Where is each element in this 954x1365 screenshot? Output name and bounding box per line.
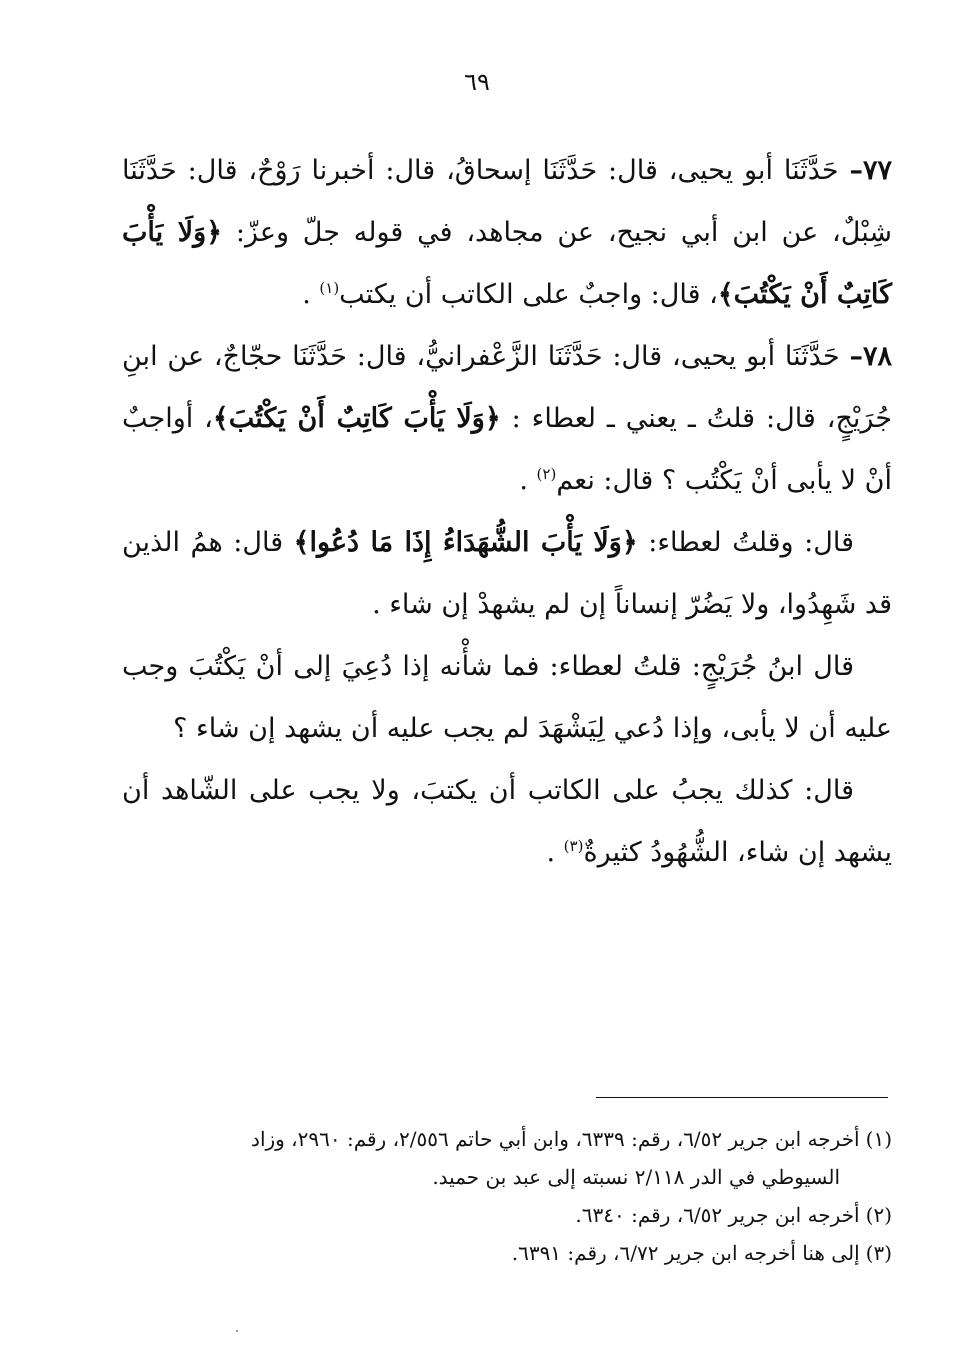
hadith-number: ٧٧– xyxy=(849,155,892,186)
footnote-ref-3[interactable]: (٣) xyxy=(563,837,584,855)
footnote-1 xyxy=(122,1120,892,1196)
footnote-2 xyxy=(122,1196,892,1234)
page-number: ٦٩ xyxy=(464,68,490,96)
paragraph-end: . xyxy=(302,279,320,310)
hadith-77 xyxy=(122,140,892,326)
footnote-label: (٢) xyxy=(865,1203,892,1227)
footnotes xyxy=(122,1120,892,1272)
main-text xyxy=(122,140,892,884)
footnote-ref-1[interactable]: (١) xyxy=(319,279,340,297)
paragraph-text: قال: وقلتُ لعطاء: xyxy=(637,527,854,558)
paragraph-ibn-jurayj xyxy=(122,636,892,760)
quran-verse: ﴿وَلَا يَأْبَ الشُّهَدَاءُ إِذَا مَا دُعُوا﴾ xyxy=(293,527,638,558)
footnote-label: (٣) xyxy=(865,1241,892,1265)
hadith-78 xyxy=(122,326,892,512)
paragraph-final xyxy=(122,760,892,884)
paragraph-ata xyxy=(122,512,892,636)
footnote-text: أخرجه ابن جرير ٦/٥٢، رقم: ٦٣٤٠. xyxy=(575,1203,860,1227)
paragraph-text: ، أواجبٌ أنْ لا يأبى أنْ يَكْتُب ؟ قال: نعم xyxy=(122,403,892,496)
footnote-3 xyxy=(122,1234,892,1272)
paragraph-text: قال: كذلك يجبُ على الكاتب أن يكتبَ، ولا يجب على الشّاهد أن يشهد إن شاء، الشُّهُودُ كثيرةٌ xyxy=(122,775,892,868)
scan-speck xyxy=(236,1330,238,1332)
footnote-separator xyxy=(596,1097,888,1098)
paragraph-text: ، قال: واجبٌ على الكاتب أن يكتب xyxy=(339,279,718,310)
paragraph-text: قال: همُ الذين قد شَهِدُوا، ولا يَضُرّ إنساناً إن لم يشهدْ إن شاء . xyxy=(122,527,892,620)
footnote-label: (١) xyxy=(865,1127,892,1151)
paragraph-end: . xyxy=(519,465,537,496)
hadith-number: ٧٨– xyxy=(849,341,892,372)
footnote-text: أخرجه ابن جرير ٦/٥٢، رقم: ٦٣٣٩، وابن أبي حاتم ٢/٥٥٦، رقم: ٢٩٦٠، وزاد xyxy=(251,1127,860,1151)
paragraph-end: . xyxy=(546,837,564,868)
paragraph-text: حَدَّثَنَا أبو يحيى، قال: حَدَّثَنَا الزَّعْفرانيُّ، قال: حَدَّثَنَا حجّاجٌ، عن ابنِ جُرَيْجٍ، قال: قلتُ ـ يعني ـ لعطاء : xyxy=(122,341,893,434)
paragraph-text: قال ابنُ جُرَيْجٍ: قلتُ لعطاء: فما شأْنه إذا دُعِيَ إلى أنْ يَكْتُبَ وجب عليه أن لا يأبى، وإذا دُعي لِيَشْهَدَ لم يجب عليه أن يشهد إن شاء ؟ xyxy=(122,651,892,744)
footnote-ref-2[interactable]: (٢) xyxy=(536,465,557,483)
paragraph-text: حَدَّثَنَا أبو يحيى، قال: حَدَّثَنَا إسحاقُ، قال: أخبرنا رَوْحٌ، قال: حَدَّثَنَا شِبْلٌ، عن ابن أبي نجيح، عن مجاهد، في قوله جلّ وعزّ: xyxy=(122,155,892,248)
footnote-continuation: السيوطي في الدر ٢/١١٨ نسبته إلى عبد بن حميد. xyxy=(432,1165,840,1189)
quran-verse: ﴿وَلَا يَأْبَ كَاتِبٌ أَنْ يَكْتُبَ﴾ xyxy=(212,403,501,434)
quran-verse: ﴿وَلَا يَأْبَ كَاتِبٌ أَنْ يَكْتُبَ﴾ xyxy=(122,217,892,310)
footnote-text: إلى هنا أخرجه ابن جرير ٦/٧٢، رقم: ٦٣٩١. xyxy=(511,1241,860,1265)
